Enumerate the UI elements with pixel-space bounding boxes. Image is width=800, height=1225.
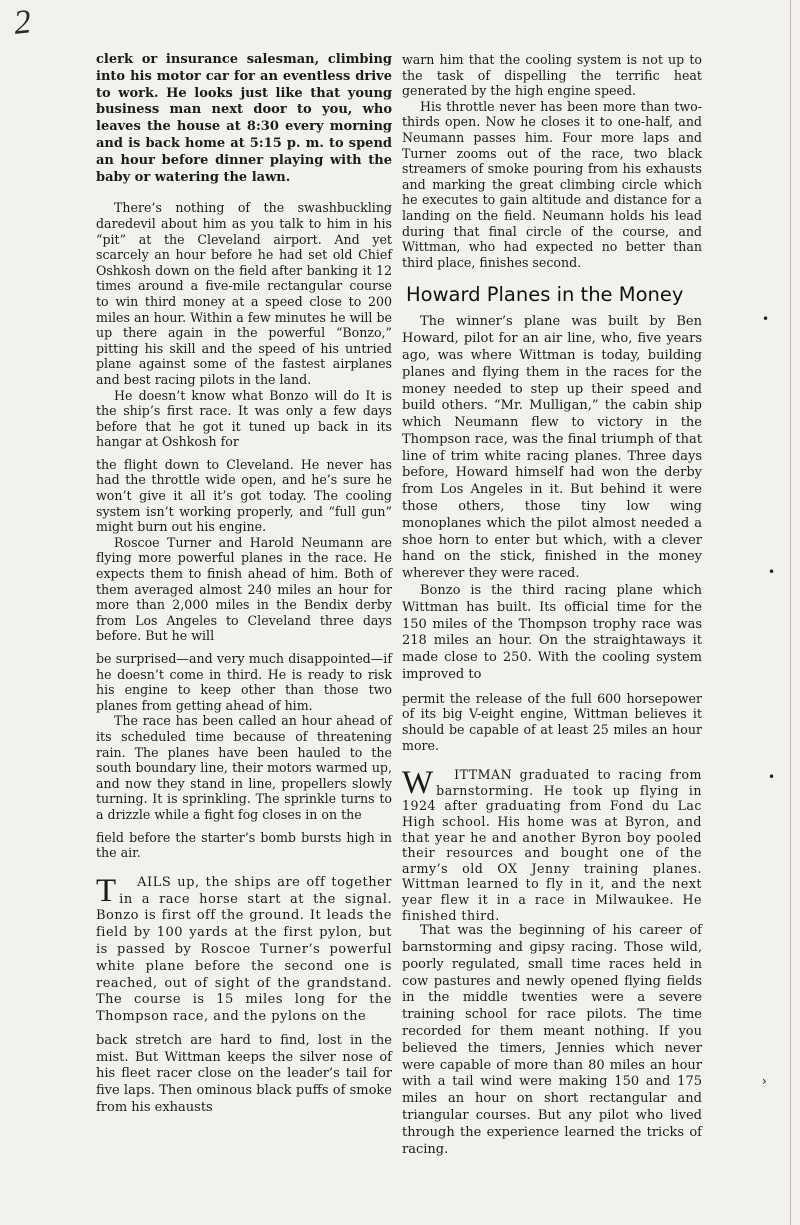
section-heading: Howard Planes in the Money bbox=[406, 283, 684, 307]
paragraph: The race has been called an hour ahead of its scheduled time because of threatening rain. The planes have been hauled to the south boundary line, their motors warmed up, and now they stand in line, propellers slowly turning. It is sprinkling. The sprinkle turns to a drizzle while a fight fog closes in on the bbox=[96, 713, 392, 822]
paragraph: be surprised—and very much disappointed—if he doesn’t come in third. He is ready to risk his engine to keep other than those two planes from getting ahead of him. bbox=[96, 651, 392, 713]
margin-mark: › bbox=[762, 1074, 767, 1088]
paragraph: He doesn’t know what Bonzo will do It is the ship’s first race. It was only a few days before that he got it tuned up back in its hangar at Oshkosh for bbox=[96, 387, 392, 450]
paragraph: back stretch are hard to find, lost in the mist. But Wittman keeps the silver nose of his fleet racer close on the leader’s tail for five laps. Then ominous black puffs of smoke from his exhausts bbox=[96, 1032, 392, 1116]
dropcap-letter: T bbox=[96, 872, 117, 909]
dropcap-letter: W bbox=[402, 765, 434, 802]
left-column bbox=[96, 52, 392, 1117]
paragraph: There’s nothing of the swashbuckling daredevil about him as you talk to him in his “pit” at the Cleveland airport. And yet scarcely an hour before he had set old Chief Oshkosh down on the field after banking it 12 times around a five-mile rectangular course to win third money at a speed close to 200 miles an hour. Within a few minutes he will be up there again in the powerful “Bonzo,” pitting his skill and the speed of his untried plane against some of the fastest airplanes and best racing pilots in the land. bbox=[96, 200, 392, 387]
paragraph: warn him that the cooling system is not up to the task of dispelling the terrific heat generated by the high engine speed. bbox=[402, 52, 702, 99]
paragraph: field before the starter’s bomb bursts high in the air. bbox=[96, 829, 392, 861]
margin-mark: • bbox=[768, 770, 776, 784]
paragraph-text: AILS up, the ships are off together in a race horse start at the signal. Bonzo is first off the ground. It leads the field by 100 yards at the first pylon, but is passed by Roscoe Turner’s powerful white plane before the second one is reached, out of sight of the grandstand. The course is 15 miles long for the Thompson race, and the pylons on the bbox=[96, 874, 392, 1025]
paragraph: That was the beginning of his career of barnstorming and gipsy racing. Those wild, poorly regulated, small time races held in cow pastures and newly opened flying fields in the middle twenties were a severe training school for race pilots. The time recorded for them meant nothing. If you believed the timers, Jennies which never were capable of more than 80 miles an hour with a tail wind were making 150 and 175 miles an hour on short rectangular and triangular courses. But any pilot who lived through the experience learned the tricks of racing. bbox=[402, 923, 702, 1157]
paragraph: His throttle never has been more than two-thirds open. Now he closes it to one-half, and Neumann passes him. Four more laps and Turner zooms out of the race, two black streamers of smoke pouring from his exhausts and marking the great climbing circle which he executes to gain altitude and distance for a landing on the field. Neumann holds his lead during that final circle of the course, and Wittman, who had expected no better than third place, finishes second. bbox=[402, 98, 702, 270]
paragraph: the flight down to Cleveland. He never has had the throttle wide open, and he’s sure he won’t give it all it’s got today. The cooling system isn’t working properly, and “full gun” might burn out his engine. bbox=[96, 456, 392, 535]
page-number: 2 bbox=[12, 3, 33, 42]
right-column bbox=[402, 52, 702, 1158]
paragraph: The winner’s plane was built by Ben Howard, pilot for an air line, who, five years ago, was where Wittman is today, building planes and flying them in the races for the money needed to step up their speed and build others. “Mr. Mulligan,” the cabin ship which Neumann flew to victory in the Thompson race, was the final triumph of that line of trim white racing planes. Three days before, Howard himself had won the derby from Los Angeles in it. But behind it were those others, those tiny low wing monoplanes which the pilot almost needed a shoe horn to enter but which, with a clever hand on the stick, finished in the money wherever they were raced. bbox=[402, 314, 702, 582]
paragraph-dropcap bbox=[402, 767, 702, 923]
paragraph-text: ITTMAN graduated to racing from barnstorming. He took up flying in 1924 after graduating from Fond du Lac High school. His home was at Byron, and that year he and another Byron boy pooled their resources and bought one of the army’s old OX Jenny training planes. Wittman learned to fly in it, and the next year flew it in a race in Milwaukee. He finished third. bbox=[402, 767, 702, 923]
paragraph: permit the release of the full 600 horsepower of its big V-eight engine, Wittman believes it should be capable of at least 25 miles an hour more. bbox=[402, 690, 702, 753]
margin-mark: • bbox=[762, 312, 770, 326]
margin-mark: • bbox=[768, 565, 776, 579]
page-edge bbox=[790, 0, 791, 1225]
paragraph: Bonzo is the third racing plane which Wittman has built. Its official time for the 150 miles of the Thompson trophy race was 218 miles an hour. On the straightaways it made close to 250. With the cooling system improved to bbox=[402, 583, 702, 683]
paragraph-dropcap bbox=[96, 872, 392, 1026]
paragraph: clerk or insurance salesman, climbing into his motor car for an eventless drive to work. He looks just like that young business man next door to you, who leaves the house at 8:30 every morning and is back home at 5:15 p. m. to spend an hour before dinner playing with the baby or watering the lawn. bbox=[96, 52, 392, 185]
paragraph: Roscoe Turner and Harold Neumann are flying more powerful planes in the race. He expects them to finish ahead of him. Both of them averaged almost 240 miles an hour for more than 2,000 miles in the Bendix derby from Los Angeles to Cleveland three days before. But he will bbox=[96, 534, 392, 644]
